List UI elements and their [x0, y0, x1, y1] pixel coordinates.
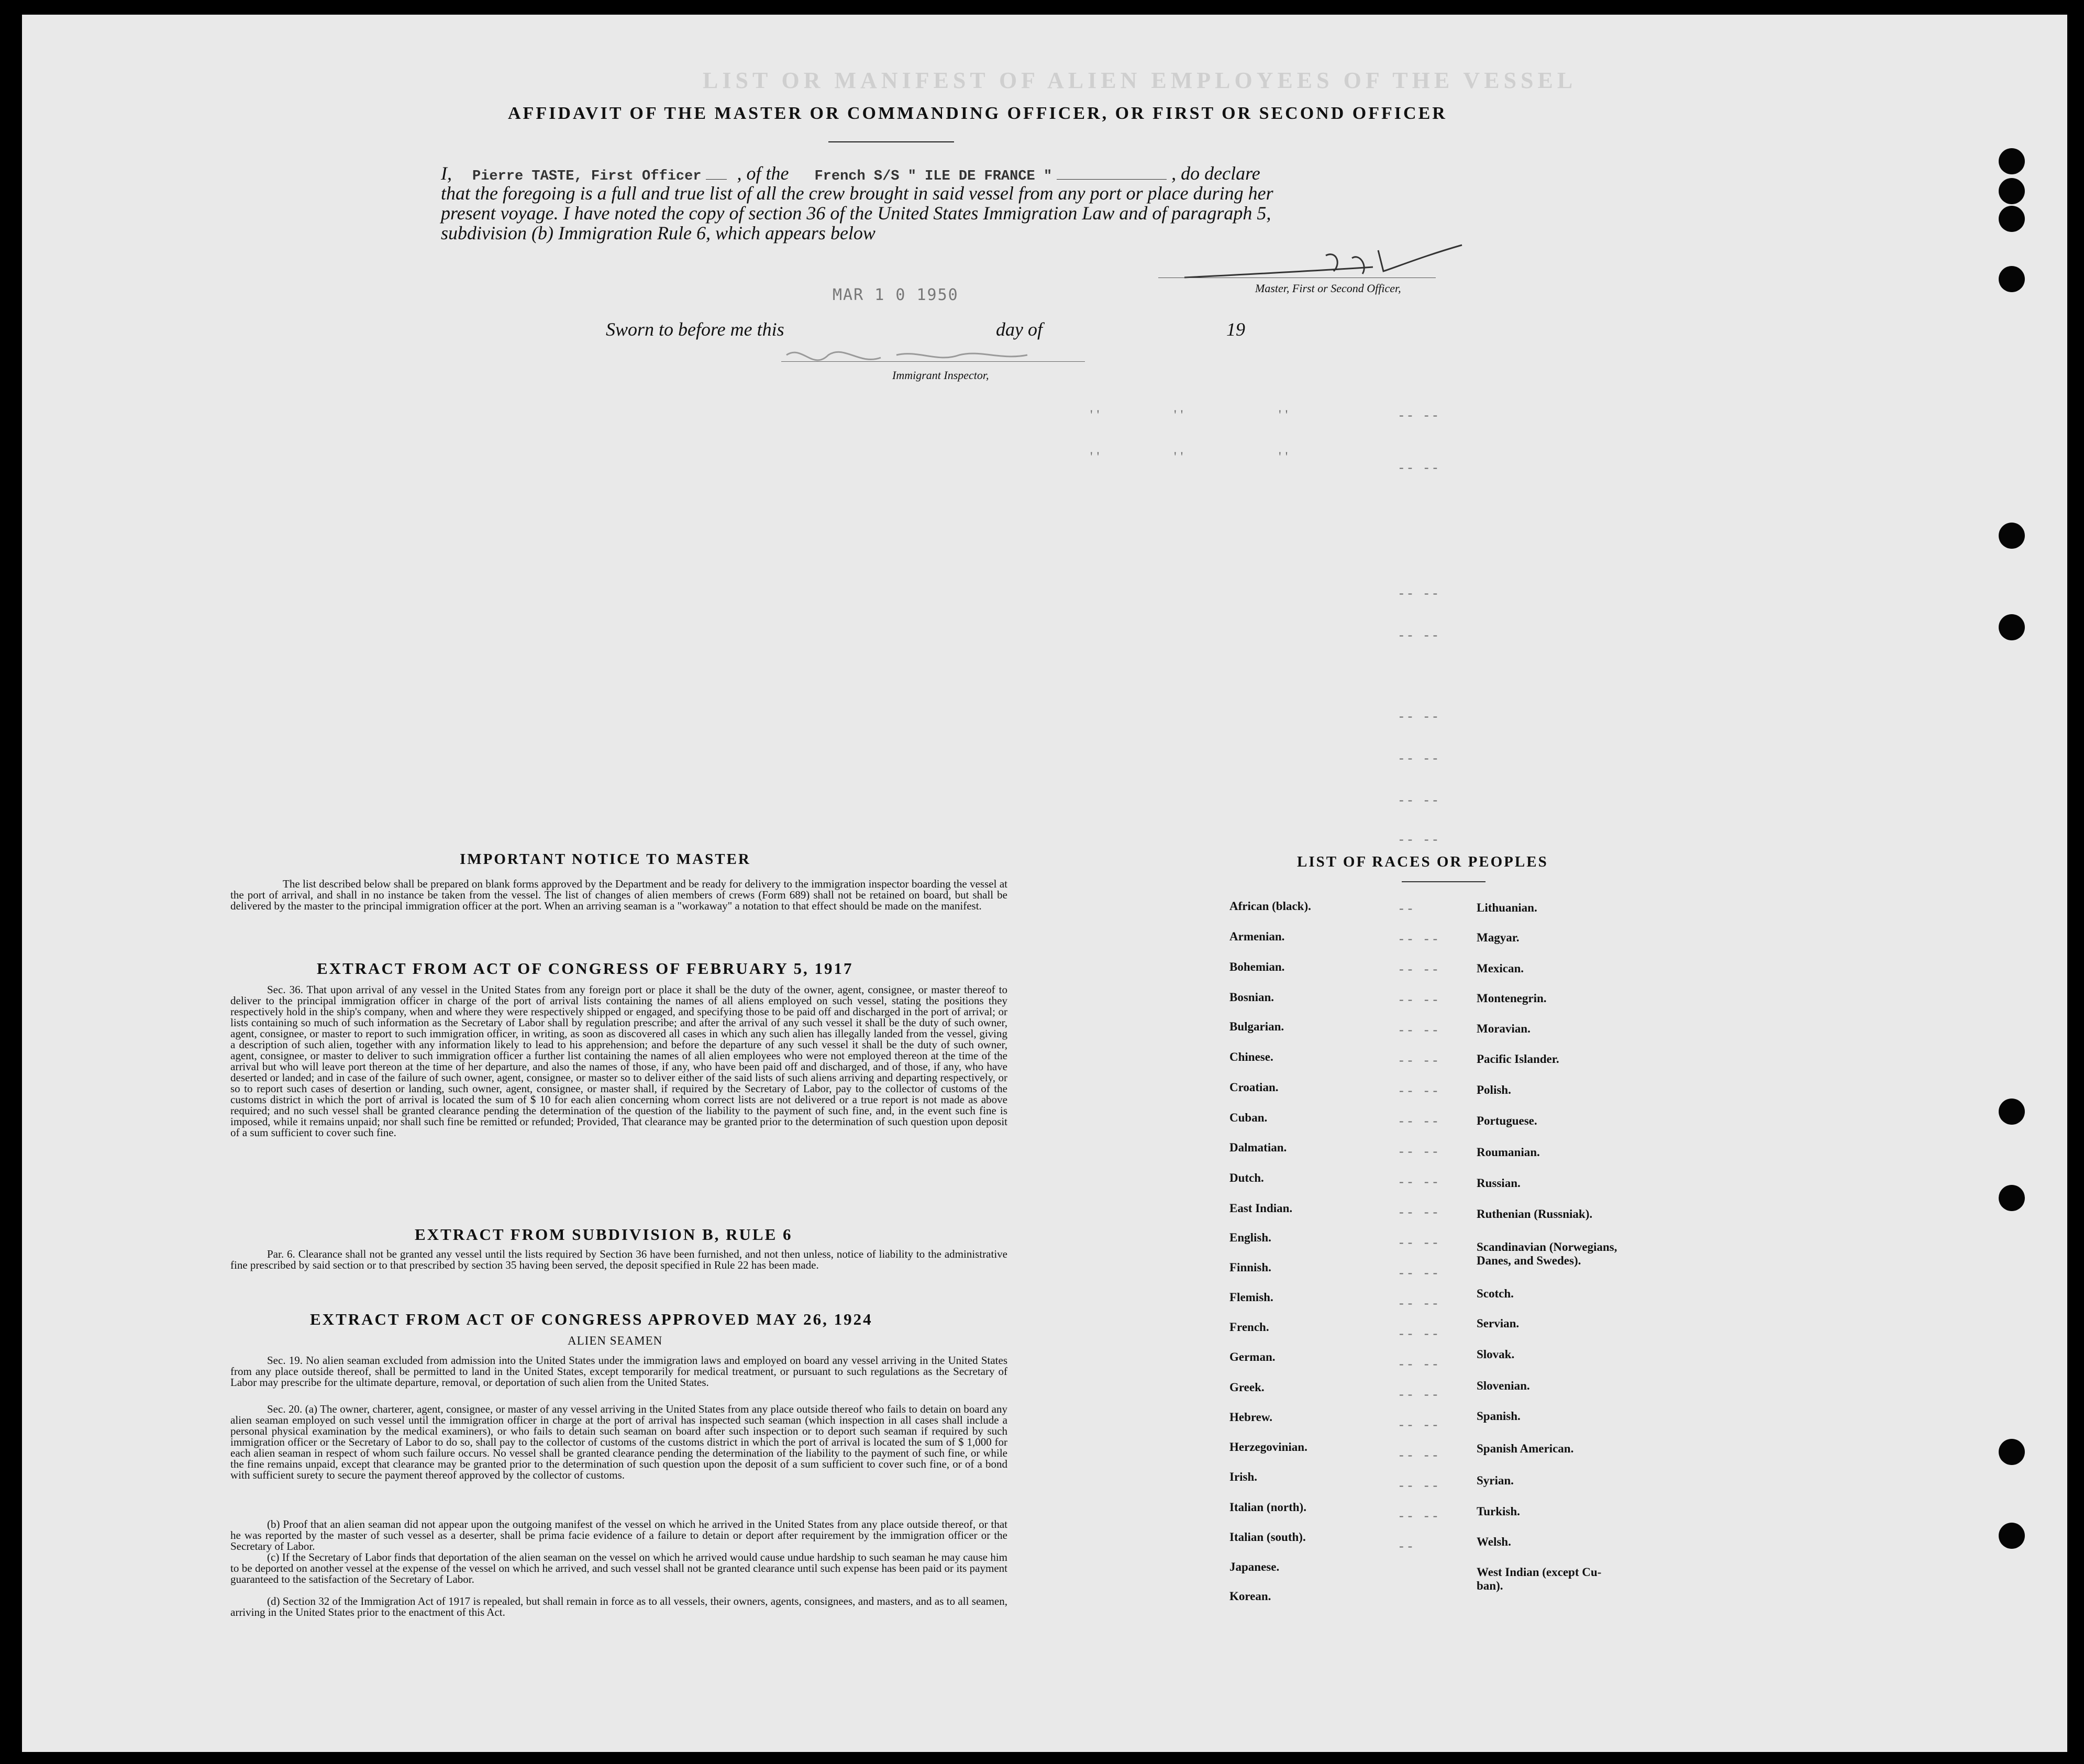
ditto-mark: -- -- — [1399, 585, 1442, 601]
race-left-item: Italian (south). — [1229, 1530, 1306, 1544]
race-right-item: Russian. — [1477, 1177, 1521, 1190]
affidavit-line-4: subdivision (b) Immigration Rule 6, which appears below — [441, 223, 875, 243]
race-left-item: Dutch. — [1229, 1171, 1264, 1184]
punch-hole — [1999, 1439, 2025, 1465]
ditto-mark: -- -- — [1399, 1204, 1442, 1219]
race-right-item: Roumanian. — [1477, 1146, 1540, 1159]
race-right-item: Montenegrin. — [1477, 992, 1547, 1005]
race-right-item: Portuguese. — [1477, 1114, 1537, 1127]
races-heading-rule — [1402, 881, 1486, 882]
extract-rule6-heading: EXTRACT FROM SUBDIVISION B, RULE 6 — [415, 1225, 793, 1244]
ditto-mark: -- — [1399, 901, 1417, 916]
race-right-item: Lithuanian. — [1477, 901, 1537, 914]
race-right-item: Slovenian. — [1477, 1379, 1530, 1392]
extract-1924-sec19: Sec. 19. No alien seaman excluded from admission into the United States under the immigration laws and employed on board any vessel arriving in the United States from any place outside thereof, shall be permitted to land in the United States, except temporarily for medical treatment, or pursuant to such regulations as the Secretary of Labor may prescribe for the ultimate departure, removal, or deportation of such alien from the United States. — [230, 1354, 1007, 1389]
extract-1917-heading: EXTRACT FROM ACT OF CONGRESS OF FEBRUARY 5, 1917 — [317, 959, 853, 978]
notice-body: The list described below shall be prepared on blank forms approved by the Department and be ready for delivery to the immigration inspector boarding the vessel at the port of arrival, and shall in no instance be taken from the vessel. The list of changes of alien members of crews (Form 689) shall not be retained on board, but shall be delivered by the master to the principal immigration officer at the port. When an arriving seaman is a "workaway" a notation to that effect should be made on the manifest. — [230, 878, 1007, 912]
punch-hole — [1999, 266, 2025, 292]
ditto-mark: -- -- — [1399, 1478, 1442, 1493]
race-left-item: African (black). — [1229, 900, 1311, 913]
ditto-mark: '' — [1174, 449, 1188, 464]
punch-hole — [1999, 148, 2025, 174]
race-right-item: Mexican. — [1477, 962, 1524, 975]
race-left-item: Irish. — [1229, 1470, 1258, 1483]
race-left-item: Hebrew. — [1229, 1411, 1272, 1424]
ditto-mark: -- -- — [1399, 1356, 1442, 1371]
race-right-item: Spanish American. — [1477, 1442, 1574, 1455]
punch-hole — [1999, 206, 2025, 232]
race-right-item: Servian. — [1477, 1317, 1520, 1330]
race-right-item: Spanish. — [1477, 1410, 1521, 1423]
notice-heading: IMPORTANT NOTICE TO MASTER — [460, 851, 751, 868]
ditto-mark: -- -- — [1399, 1083, 1442, 1098]
race-left-item: English. — [1229, 1231, 1271, 1244]
title-underline — [828, 141, 954, 142]
punch-hole — [1999, 1523, 2025, 1549]
race-left-item: Greek. — [1229, 1381, 1265, 1394]
race-right-item: Welsh. — [1477, 1535, 1511, 1548]
race-left-item: Bosnian. — [1229, 991, 1274, 1004]
race-left-item: Cuban. — [1229, 1111, 1268, 1124]
race-left-item: Flemish. — [1229, 1291, 1273, 1304]
ditto-mark: -- -- — [1399, 1417, 1442, 1432]
race-left-item: Korean. — [1229, 1590, 1271, 1603]
sworn-year-label: 19 — [1226, 319, 1245, 340]
race-right-item: Pacific Islander. — [1477, 1052, 1559, 1066]
ditto-mark: -- -- — [1399, 708, 1442, 724]
ditto-mark: -- -- — [1399, 407, 1442, 423]
race-right-item: Turkish. — [1477, 1505, 1520, 1518]
sworn-day-label: day of — [996, 319, 1043, 340]
race-right-item: Scandinavian (Norwegians, Danes, and Swedes). — [1477, 1240, 1617, 1267]
ditto-mark: -- -- — [1399, 1235, 1442, 1250]
race-left-item: Croatian. — [1229, 1081, 1279, 1094]
affidavit-line-1: I, Pierre TASTE, First Officer , of the French S/S " ILE DE FRANCE " , do declare — [441, 163, 1260, 184]
punch-hole — [1999, 614, 2025, 640]
ditto-mark: '' — [1279, 407, 1292, 423]
race-right-item: Scotch. — [1477, 1287, 1514, 1300]
extract-1924-para-d: (d) Section 32 of the Immigration Act of 1917 is repealed, but shall remain in force as to all vessels, their owners, agents, consignees, and masters, and as to all seamen, arriving in the United States prior to the enactment of this Act. — [230, 1595, 1007, 1618]
race-right-item: Magyar. — [1477, 931, 1520, 944]
race-left-item: East Indian. — [1229, 1202, 1293, 1215]
race-right-item: Ruthenian (Russniak). — [1477, 1207, 1593, 1221]
races-heading: LIST OF RACES OR PEOPLES — [1297, 853, 1548, 870]
extract-1924-subheading: ALIEN SEAMEN — [568, 1334, 663, 1347]
ditto-mark: -- -- — [1399, 1113, 1442, 1128]
date-stamp: MAR 1 0 1950 — [833, 286, 959, 304]
ditto-mark: -- -- — [1399, 1052, 1442, 1068]
vessel-name-typed: French S/S " ILE DE FRANCE " — [814, 169, 1052, 184]
race-left-item: Herzegovinian. — [1229, 1440, 1307, 1454]
extract-1924-heading: EXTRACT FROM ACT OF CONGRESS APPROVED MAY 26, 1924 — [310, 1310, 873, 1328]
ditto-mark: -- -- — [1399, 1174, 1442, 1189]
ditto-mark: -- -- — [1399, 1447, 1442, 1462]
affidavit-line-2: that the foregoing is a full and true list of all the crew brought in said vessel from any port or place during her — [441, 183, 1273, 204]
ditto-mark: -- -- — [1399, 1386, 1442, 1402]
ditto-mark: -- -- — [1399, 1265, 1442, 1280]
race-left-item: German. — [1229, 1350, 1276, 1363]
race-right-item: Polish. — [1477, 1083, 1511, 1096]
punch-hole — [1999, 523, 2025, 549]
punch-hole — [1999, 1185, 2025, 1211]
race-left-item: Finnish. — [1229, 1261, 1271, 1274]
ditto-mark: -- -- — [1399, 1022, 1442, 1037]
race-left-item: Bohemian. — [1229, 960, 1285, 973]
extract-1917-body: Sec. 36. That upon arrival of any vessel in the United States from any foreign port or place it shall be the duty of the owner, agent, consignee, or master thereof to deliver to the principal immigration officer in charge of the port of arrival lists containing the names of all aliens employed on such vessel, stating the positions they respectively hold in the ship's company, when and where they were respectively shipped or engaged, and specifying those to be paid off and discharged in the port of arrival; or lists containing so much of such information as the Secretary of Labor shall by regulation prescribe; and after the arrival of any such vessel it shall be the duty of such owner, agent, consignee, or master to report to such immigration officer, in writing, as soon as discovered all cases in which any such alien has illegally landed from the vessel, giving a description of such alien, together with any information likely to lead to his apprehension; and before the departure of any such vessel it shall be the duty of such owner, agent, consignee, or master to deliver to such immigration officer a further list containing the names of all alien employees who were not employed thereon at the time of the arrival but who will leave port thereon at the time of her departure, and also the names of those, if any, who have been paid off and discharged, and of those, if any, who have deserted or landed; and in case of the failure of such owner, agent, consignee, or master so to deliver either of the said lists of such aliens arriving and departing respectively, or so to report such cases of desertion or landing, such owner, agent, consignee, or master shall, if required by the Secretary of Labor, pay to the collector of customs of the customs district in which the port of arrival is located the sum of $ 10 for each alien concerning whom correct lists are not delivered or a true report is not made as above required; and no such vessel shall be granted clearance pending the determination of the question of the liability to the payment of such fine, and, in the event such fine is imposed, while it remains unpaid; nor shall such fine be remitted or refunded; Provided, That clearance may be granted prior to the determination of such question upon deposit of a sum sufficient to cover such fine. — [230, 983, 1007, 1139]
ditto-mark: -- -- — [1399, 992, 1442, 1007]
ditto-mark: -- -- — [1399, 750, 1442, 765]
ditto-mark: -- -- — [1399, 627, 1442, 642]
document-page — [22, 15, 2067, 1752]
race-left-item: Chinese. — [1229, 1050, 1273, 1063]
race-left-item: Italian (north). — [1229, 1501, 1306, 1514]
ditto-mark: -- -- — [1399, 1144, 1442, 1159]
ditto-mark: -- -- — [1399, 1295, 1442, 1311]
inspector-rule — [781, 361, 1085, 362]
ditto-mark: -- -- — [1399, 792, 1442, 807]
race-right-item: West Indian (except Cu- ban). — [1477, 1566, 1602, 1592]
race-left-item: Armenian. — [1229, 930, 1285, 943]
ditto-mark: -- — [1399, 1538, 1417, 1554]
ditto-mark: -- -- — [1399, 1508, 1442, 1523]
bleed-through-heading: LIST OR MANIFEST OF ALIEN EMPLOYEES OF THE VESSEL — [703, 68, 1577, 93]
inspector-caption: Immigrant Inspector, — [892, 369, 989, 382]
sworn-text: Sworn to before me this — [606, 319, 784, 340]
signature-caption: Master, First or Second Officer, — [1255, 282, 1401, 295]
extract-1924-para-b: (b) Proof that an alien seaman did not appear upon the outgoing manifest of the vessel on which he arrived in the United States from any place outside thereof, or that he was reported by the master of such vessel as a deserter, shall be prima facie evidence of a failure to detain or deport after requirement by the immigration officer or the Secretary of Labor. — [230, 1518, 1007, 1552]
extract-rule6-body: Par. 6. Clearance shall not be granted any vessel until the lists required by Section 36 have been furnished, and not then unless, notice of liability to the administrative fine prescribed by said section or to that prescribed by section 35 having been served, the deposit specified in Rule 22 has been made. — [230, 1248, 1007, 1271]
ditto-mark: '' — [1090, 407, 1104, 423]
punch-hole — [1999, 1099, 2025, 1125]
ditto-mark: -- -- — [1399, 831, 1442, 847]
race-left-item: Bulgarian. — [1229, 1020, 1284, 1033]
ditto-mark: -- -- — [1399, 931, 1442, 946]
officer-name-typed: Pierre TASTE, First Officer — [472, 169, 702, 184]
affidavit-line-3: present voyage. I have noted the copy of section 36 of the United States Immigration Law and of paragraph 5, — [441, 203, 1271, 224]
extract-1924-para-c: (c) If the Secretary of Labor finds that deportation of the alien seaman on the vessel on which he arrived would cause undue hardship to such seaman he may cause him to be deported on another vessel at the expense of the vessel on which he arrived, and such vessel shall not be granted clearance until such expense has been paid or its payment guaranteed to the satisfaction of the Secretary of Labor. — [230, 1551, 1007, 1585]
extract-1924-sec20: Sec. 20. (a) The owner, charterer, agent, consignee, or master of any vessel arriving in the United States from any place outside thereof who fails to detain on board any alien seaman employed on such vessel until the immigration officer in charge at the port of arrival has inspected such seaman (which inspection in all cases shall include a personal physical examination by the medical examiners), or who fails to detain such seaman on board after such inspection or to deport such seaman if required by such immigration officer or the Secretary of Labor to do so, shall pay to the collector of customs of the customs district in which the port of arrival is located the sum of $ 1,000 for each alien seaman in respect of whom such failure occurs. No vessel shall be granted clearance pending the determination of the liability to the payment of such fine, or while the fine remains unpaid, except that clearance may be granted prior to the determination of such question upon the deposit of a sum sufficient to cover such fine, or of a bond with sufficient surety to secure the payment thereof approved by the collector of customs. — [230, 1403, 1007, 1481]
affidavit-title: AFFIDAVIT OF THE MASTER OR COMMANDING OFFICER, OR FIRST OR SECOND OFFICER — [508, 104, 1447, 123]
ditto-mark: '' — [1279, 449, 1292, 464]
ditto-mark: '' — [1090, 449, 1104, 464]
race-left-item: Japanese. — [1229, 1560, 1280, 1573]
ditto-mark: -- -- — [1399, 460, 1442, 475]
ditto-mark: -- -- — [1399, 961, 1442, 977]
ditto-mark: -- -- — [1399, 1326, 1442, 1341]
punch-hole — [1999, 178, 2025, 204]
race-right-item: Syrian. — [1477, 1474, 1514, 1487]
race-right-item: Moravian. — [1477, 1022, 1531, 1035]
ditto-mark: '' — [1174, 407, 1188, 423]
race-left-item: French. — [1229, 1321, 1269, 1334]
race-left-item: Dalmatian. — [1229, 1141, 1287, 1154]
race-right-item: Slovak. — [1477, 1348, 1515, 1361]
